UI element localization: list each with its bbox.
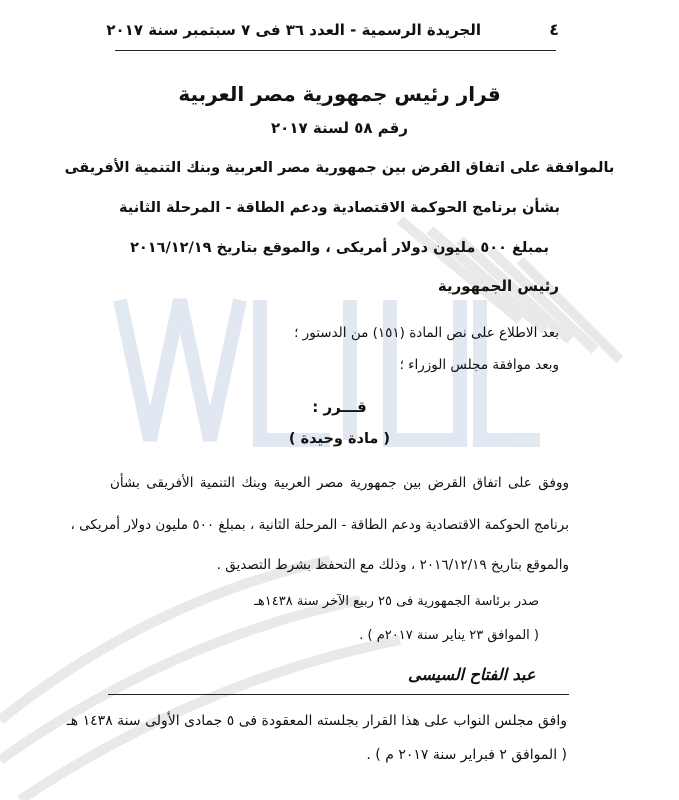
recital-line: وبعد موافقة مجلس الوزراء ؛ (399, 357, 559, 373)
parliament-approval-line: وافق مجلس النواب على هذا القرار بجلسته المعقودة فى ٥ جمادى الأولى سنة ١٤٣٨ هـ (66, 713, 567, 729)
article-text-line: ووفق على اتفاق القرض بين جمهورية مصر العربية وبنك التنمية الأفريقى بشأن (110, 475, 569, 491)
running-header: الجريدة الرسمية - العدد ٣٦ فى ٧ سبتمبر سنة ٢٠١٧ (106, 21, 481, 39)
issued-date-line: ( الموافق ٢٣ يناير سنة ٢٠١٧م ) . (359, 628, 539, 643)
decree-number: رقم ٥٨ لسنة ٢٠١٧ (271, 119, 408, 137)
decree-subject-line: بالموافقة على اتفاق القرض بين جمهورية مصر العربية وبنك التنمية الأفريقى (64, 160, 615, 176)
president-heading: رئيس الجمهورية (437, 277, 559, 295)
decree-subject-line: بشأن برنامج الحوكمة الاقتصادية ودعم الطاقة - المرحلة الثانية (119, 200, 560, 216)
recital-line: بعد الاطلاع على نص المادة (١٥١) من الدستور ؛ (294, 325, 559, 341)
header-divider (115, 50, 556, 51)
decree-subject-line: بمبلغ ٥٠٠ مليون دولار أمريكى ، والموقع بتاريخ ٢٠١٦/١٢/١٩ (130, 240, 549, 256)
article-text-line: برنامج الحوكمة الاقتصادية ودعم الطاقة - المرحلة الثانية ، بمبلغ ٥٠٠ مليون دولار أمريكى ، (70, 517, 569, 533)
signature-divider (108, 694, 569, 695)
issued-date-line: صدر برئاسة الجمهورية فى ٢٥ ربيع الآخر سنة ١٤٣٨هـ (254, 594, 539, 609)
president-signature: عبد الفتاح السيسى (408, 665, 536, 684)
single-article-heading: ( مادة وحيدة ) (288, 431, 391, 447)
parliament-approval-line: ( الموافق ٢ فبراير سنة ٢٠١٧ م ) . (366, 747, 567, 763)
article-text-line: والموقع بتاريخ ٢٠١٦/١٢/١٩ ، وذلك مع التحفظ بشرط التصديق . (216, 557, 569, 573)
page-number: ٤ (549, 20, 559, 39)
decided-heading: قـــرر : (312, 398, 367, 416)
decree-title: قرار رئيس جمهورية مصر العربية (178, 82, 501, 106)
